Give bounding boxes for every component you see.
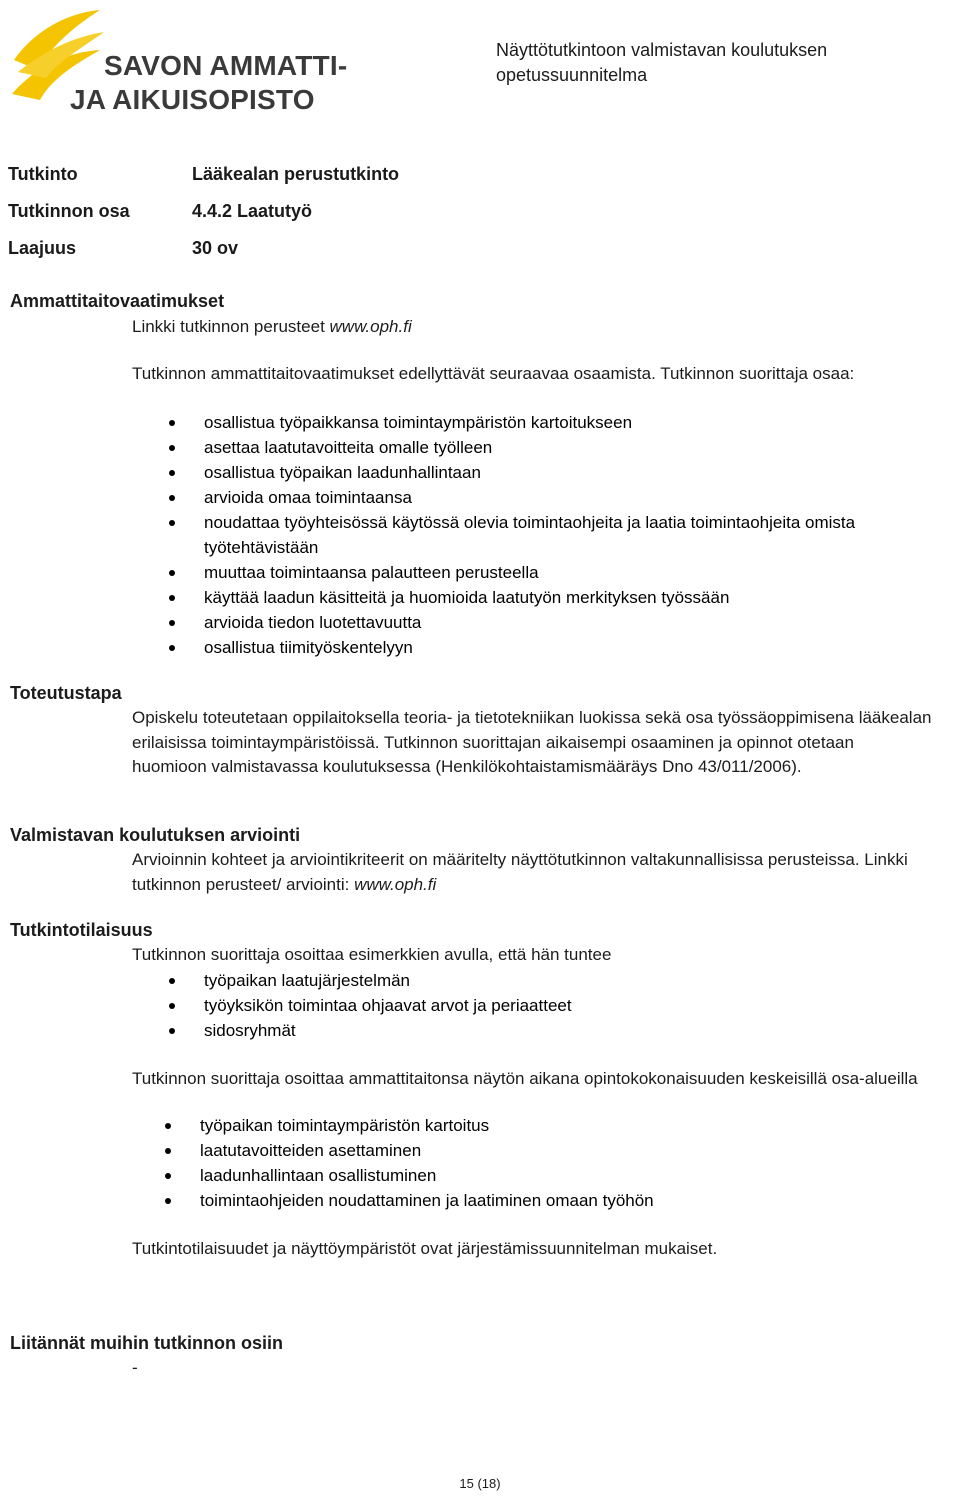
liitannat-value: - bbox=[132, 1358, 138, 1377]
document-title: Näyttötutkintoon valmistavan koulutuksen opetussuunnitelma bbox=[496, 40, 828, 85]
tilaisuus-list-2 bbox=[128, 1113, 928, 1213]
logo-text-line2: JA AIKUISOPISTO bbox=[70, 84, 315, 115]
perusteet-link-line: Linkki tutkinnon perusteet www.oph.fi bbox=[132, 317, 412, 336]
arviointi-oph-link[interactable]: www.oph.fi bbox=[354, 874, 437, 894]
arviointi-text: Arvioinnin kohteet ja arviointikriteerit on määritelty näyttötutkinnon valtakunnallisissa perusteissa. Linkki tutkinnon perusteet/ arviointi: www.oph.fi bbox=[132, 850, 908, 894]
tilaisuus-list-1 bbox=[132, 968, 932, 1043]
list-item: muuttaa toimintaansa palautteen perusteella bbox=[132, 560, 932, 585]
list-item: noudattaa työyhteisössä käytössä olevia toimintaohjeita ja laatia toimintaohjeita omista työtehtävistään bbox=[132, 510, 932, 560]
list-item: sidosryhmät bbox=[132, 1018, 932, 1043]
list-item: käyttää laadun käsitteitä ja huomioida laatutyön merkityksen työssään bbox=[132, 585, 932, 610]
toteutustapa-text: Opiskelu toteutetaan oppilaitoksella teoria- ja tietotekniikan luokissa sekä osa työssäoppimisena lääkealan erilaisissa toimintaympäristöissä. Tutkinnon suorittajan aikaisempi osaaminen ja opinnot otetaan huomioon valmistavassa koulutuksessa (Henkilökohtaistamismääräys Dno 43/011/2006). bbox=[132, 708, 932, 776]
list-item: osallistua työpaikan laadunhallintaan bbox=[132, 460, 932, 485]
ammattitaito-list bbox=[132, 410, 932, 660]
laajuus-label: Laajuus bbox=[8, 238, 77, 258]
tilaisuus-intro1: Tutkinnon suorittaja osoittaa esimerkkien avulla, että hän tuntee bbox=[132, 945, 612, 964]
list-item: työpaikan toimintaympäristön kartoitus bbox=[128, 1113, 928, 1138]
list-item: työpaikan laatujärjestelmän bbox=[132, 968, 932, 993]
tilaisuus-intro2: Tutkinnon suorittaja osoittaa ammattitaitonsa näytön aikana opintokokonaisuuden keskeisillä osa-alueilla bbox=[132, 1069, 918, 1088]
arviointi-heading: Valmistavan koulutuksen arviointi bbox=[10, 825, 301, 845]
ammattitaito-intro: Tutkinnon ammattitaitovaatimukset edellyttävät seuraavaa osaamista. Tutkinnon suorittaja osaa: bbox=[132, 364, 855, 383]
page-number: 15 (18) bbox=[459, 1476, 501, 1491]
ammattitaito-heading: Ammattitaitovaatimukset bbox=[10, 291, 225, 311]
laajuus-value: 30 ov bbox=[192, 238, 239, 258]
list-item: työyksikön toimintaa ohjaavat arvot ja periaatteet bbox=[132, 993, 932, 1018]
list-item: osallistua työpaikkansa toimintaympäristön kartoitukseen bbox=[132, 410, 932, 435]
list-item: laadunhallintaan osallistuminen bbox=[128, 1163, 928, 1188]
toteutustapa-heading: Toteutustapa bbox=[10, 683, 122, 703]
logo-text-line1: SAVON AMMATTI- bbox=[104, 50, 348, 81]
liitannat-heading: Liitännät muihin tutkinnon osiin bbox=[10, 1333, 283, 1353]
tutkinnon-osa-value: 4.4.2 Laatutyö bbox=[192, 201, 313, 221]
list-item: osallistua tiimityöskentelyyn bbox=[132, 635, 932, 660]
list-item: toimintaohjeiden noudattaminen ja laatiminen omaan työhön bbox=[128, 1188, 928, 1213]
tilaisuus-heading: Tutkintotilaisuus bbox=[10, 920, 153, 940]
tutkinto-label: Tutkinto bbox=[8, 164, 78, 184]
tilaisuus-outro: Tutkintotilaisuudet ja näyttöympäristöt ovat järjestämissuunnitelman mukaiset. bbox=[132, 1239, 718, 1258]
logo bbox=[8, 8, 348, 115]
tutkinnon-osa-label: Tutkinnon osa bbox=[8, 201, 130, 221]
list-item: laatutavoitteiden asettaminen bbox=[128, 1138, 928, 1163]
oph-link[interactable]: www.oph.fi bbox=[329, 317, 412, 336]
list-item: arvioida omaa toimintaansa bbox=[132, 485, 932, 510]
list-item: arvioida tiedon luotettavuutta bbox=[132, 610, 932, 635]
tutkinto-value: Lääkealan perustutkinto bbox=[192, 164, 400, 184]
list-item: asettaa laatutavoitteita omalle työlleen bbox=[132, 435, 932, 460]
